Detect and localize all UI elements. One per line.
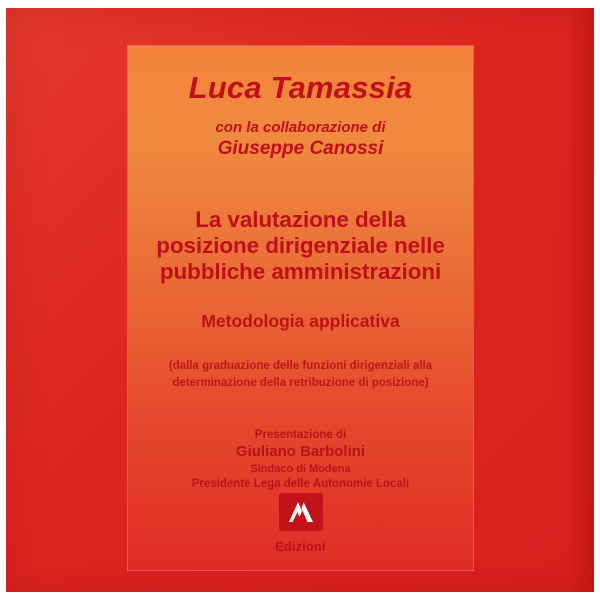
presentation-block: [146, 428, 455, 491]
collaborator-name: Giuseppe Canossi: [217, 138, 384, 160]
author-name: Luca Tamassia: [188, 70, 413, 105]
presentation-role-secondary: Presidente Lega delle Autonomie Locali: [191, 477, 410, 490]
book-subtitle: Metodologia applicativa: [201, 311, 400, 332]
presentation-author-name: Giuliano Barbolini: [235, 443, 366, 461]
presentation-label: Presentazione di: [254, 428, 347, 441]
publisher-block: [128, 493, 473, 554]
book-title: La valutazione della posizione dirigenziale nelle pubbliche amministrazioni: [156, 207, 445, 285]
publisher-name: Edizioni: [275, 540, 326, 554]
cover-inner-panel: [128, 46, 473, 570]
cover-background: [6, 8, 594, 592]
presentation-role-primary: Sindaco di Modena: [250, 462, 351, 475]
collaboration-label: con la collaborazione di: [215, 118, 386, 136]
publisher-logo-icon: [279, 493, 323, 531]
book-parenthetical-note: (dalla graduazione delle funzioni dirigenziali alla determinazione della retribuzione di posizione): [168, 360, 433, 390]
